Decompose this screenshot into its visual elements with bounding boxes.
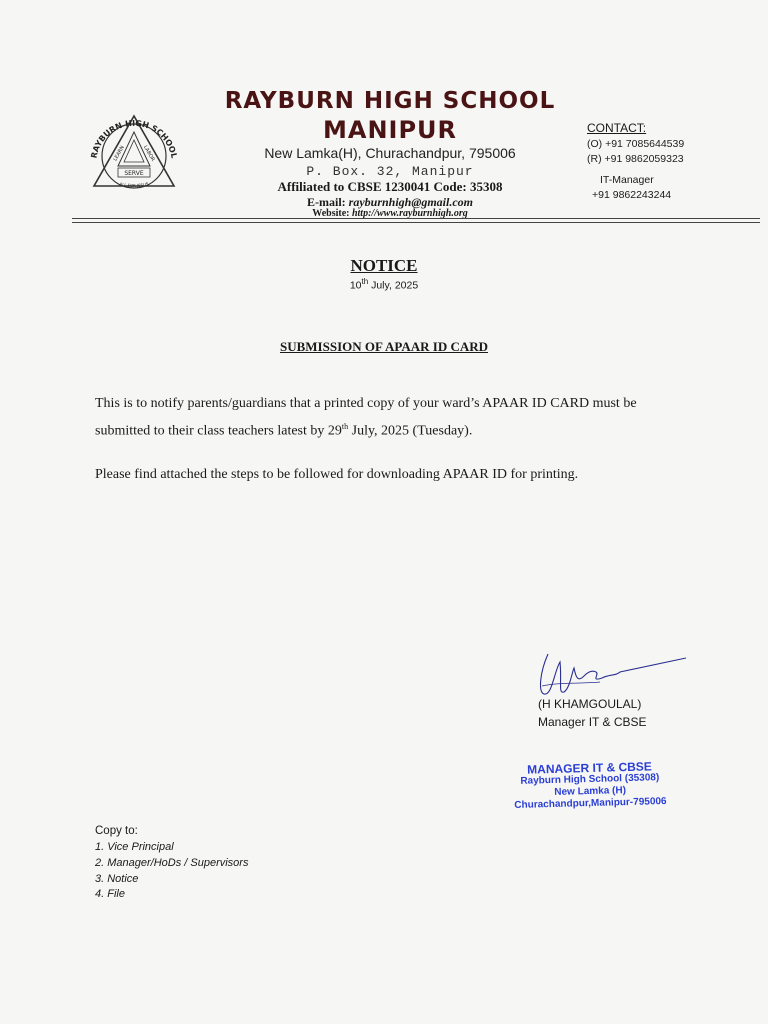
contact-office-phone: (O) +91 7085644539: [587, 138, 685, 150]
email-label: E-mail:: [306, 195, 346, 209]
date-suffix: th: [361, 277, 369, 286]
para1-text-b: July, 2025 (Tuesday).: [348, 423, 473, 439]
stamp-line-1: MANAGER IT & CBSE: [527, 759, 653, 777]
date-rest: July, 2025: [368, 279, 419, 292]
notice-paragraph-2: Please find attached the steps to be followed for downloading APAAR ID for printing.: [95, 467, 579, 482]
it-manager-heading: IT-Manager: [600, 174, 654, 186]
para1-sup: th: [341, 422, 349, 431]
logo-motto: ALL FOR JESUS: [119, 181, 149, 189]
notice-paragraph-1: [95, 392, 695, 443]
header-divider-top: [72, 218, 760, 219]
copy-to-item: 4. File: [95, 888, 125, 900]
signature-icon: [530, 642, 690, 702]
svg-text:ALL FOR JESUS: [119, 181, 149, 188]
notice-subject: SUBMISSION OF APAAR ID CARD: [279, 339, 489, 354]
copy-to-item: 2. Manager/HoDs / Supervisors: [95, 857, 249, 869]
website-label: Website:: [312, 208, 350, 219]
signatory-title: Manager IT & CBSE: [538, 715, 647, 729]
header-divider-bottom: [72, 222, 760, 223]
school-po-box: P. Box. 32, Manipur: [306, 164, 474, 179]
it-manager-phone: +91 9862243244: [592, 189, 672, 201]
stamp-line-3: New Lamka (H): [554, 785, 627, 798]
date-day: 10: [349, 279, 362, 292]
logo-word-base: SERVE: [124, 170, 144, 177]
copy-to-heading: Copy to:: [95, 825, 138, 837]
logo-word-right: LABOR: [141, 144, 156, 163]
para1-text-a: This is to notify parents/guardians that a printed copy of your ward’s APAAR ID CARD must be submitted to their class teachers latest by 29: [95, 396, 637, 439]
contact-heading: CONTACT:: [587, 121, 647, 135]
email-address: rayburnhigh@gmail.com: [348, 195, 473, 209]
school-address: New Lamka(H), Churachandpur, 795006: [264, 145, 516, 161]
logo-word-left: LEARN: [112, 144, 126, 163]
contact-residence-phone: (R) +91 9862059323: [587, 153, 684, 165]
notice-title: NOTICE: [350, 256, 418, 275]
stamp-line-2: Rayburn High School (35308): [520, 772, 660, 787]
school-affiliation: Affiliated to CBSE 1230041 Code: 35308: [277, 179, 503, 194]
notice-date: [0, 277, 768, 292]
signatory-name: (H KHAMGOULAL): [538, 697, 642, 711]
copy-to-item: 1. Vice Principal: [95, 841, 174, 853]
stamp-line-4: Churachandpur,Manipur-795006: [514, 796, 667, 811]
copy-to-item: 3. Notice: [95, 873, 139, 885]
logo-ring-text: RAYBURN HIGH SCHOOL: [89, 118, 179, 160]
official-stamp: [499, 760, 680, 813]
website-url: http://www.rayburnhigh.org: [351, 208, 468, 219]
school-name-line2: MANIPUR: [322, 116, 458, 144]
school-name-line1: RAYBURN HIGH SCHOOL: [224, 88, 556, 114]
